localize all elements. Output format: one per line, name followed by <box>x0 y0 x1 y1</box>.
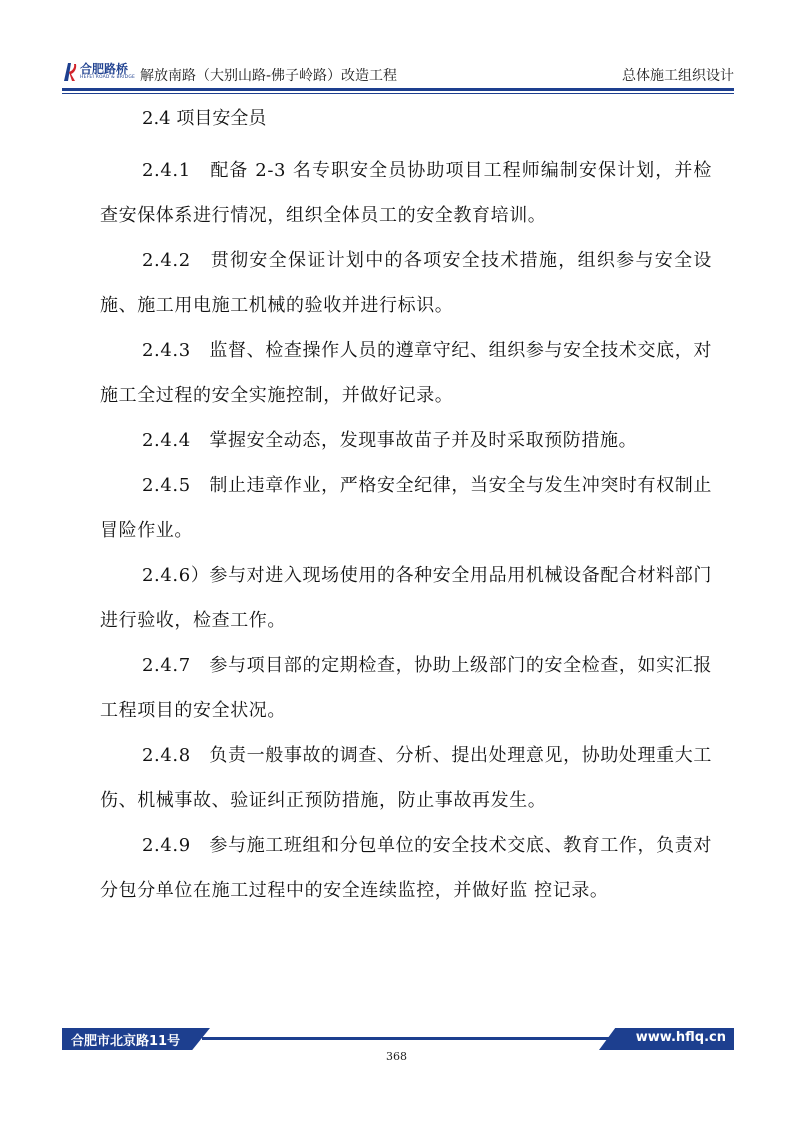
paragraph-2-4-4: 2.4.4 掌握安全动态，发现事故苗子并及时采取预防措施。 <box>142 430 638 451</box>
paragraph-2-4-1: 2.4.1 配备 2-3 名专职安全员协助项目工程师编制安保计划，并检查安保体系进行情况，组织全体员工的安全教育培训。 <box>100 160 712 226</box>
footer-website: www.hflq.cn <box>635 1030 726 1045</box>
page-content <box>100 103 712 913</box>
logo-mark-icon <box>62 62 78 82</box>
paragraph-2-4-8: 2.4.8 负责一般事故的调查、分析、提出处理意见，协助处理重大工伤、机械事故、验证纠正预防措施，防止事故再发生。 <box>100 745 712 811</box>
footer-divider <box>202 1037 612 1040</box>
paragraph-2-4-6: 2.4.6）参与对进入现场使用的各种安全用品用机械设备配合材料部门进行验收，检查工作。 <box>100 565 712 631</box>
paragraph-2-4-9: 2.4.9 参与施工班组和分包单位的安全技术交底、教育工作，负责对分包分单位在施工过程中的安全连续监控，并做好监 控记录。 <box>100 835 712 901</box>
page-footer <box>62 1028 734 1050</box>
header-divider-thin <box>62 93 734 94</box>
paragraph-2-4-5: 2.4.5 制止违章作业，严格安全纪律，当安全与发生冲突时有权制止冒险作业。 <box>100 475 712 541</box>
page-number: 368 <box>386 1050 407 1063</box>
company-logo <box>62 60 134 86</box>
section-heading: 2.4 项目安全员 <box>142 108 267 129</box>
document-title: 总体施工组织设计 <box>622 68 734 84</box>
paragraph-2-4-2: 2.4.2 贯彻安全保证计划中的各项安全技术措施，组织参与安全设施、施工用电施工机械的验收并进行标识。 <box>100 250 712 316</box>
paragraph-2-4-7: 2.4.7 参与项目部的定期检查，协助上级部门的安全检查，如实汇报工程项目的安全状况。 <box>100 655 712 721</box>
logo-text-en: HEFEI ROAD & BRIDGE <box>80 75 136 80</box>
header-divider <box>62 88 734 91</box>
logo-text-cn: 合肥路桥 <box>80 62 129 76</box>
paragraph-2-4-3: 2.4.3 监督、检查操作人员的遵章守纪、组织参与安全技术交底，对施工全过程的安全实施控制，并做好记录。 <box>100 340 712 406</box>
footer-address: 合肥市北京路11号 <box>71 1034 181 1049</box>
project-title: 解放南路（大别山路-佛子岭路）改造工程 <box>140 68 398 84</box>
page-header <box>62 58 734 90</box>
